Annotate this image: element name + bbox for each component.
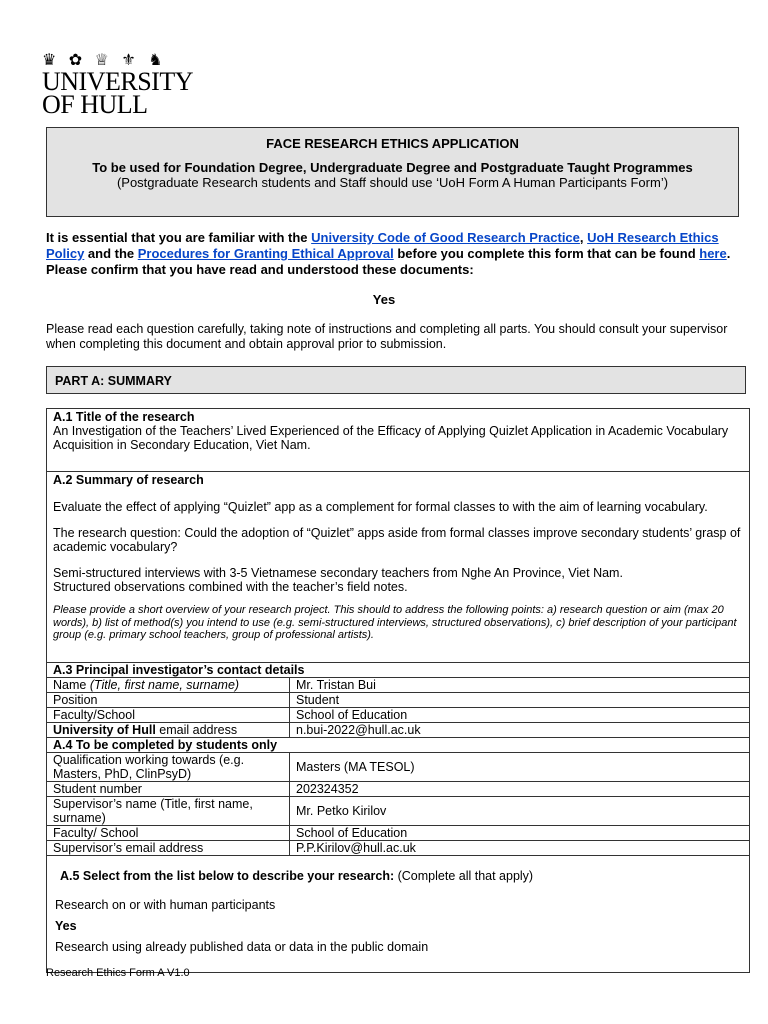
crest-icons: ♛ ✿ ♕ ⚜ ♞	[42, 52, 167, 69]
table-row	[47, 841, 750, 856]
supervisor-name-label: Supervisor’s name (Title, first name, surname)	[47, 797, 290, 826]
table-row	[47, 678, 750, 693]
position-label: Position	[47, 693, 290, 708]
intro-text: and the	[84, 246, 138, 261]
form-subtitle: To be used for Foundation Degree, Undergraduate Degree and Postgraduate Taught Programmes	[92, 160, 693, 175]
form-title: FACE RESEARCH ETHICS APPLICATION	[266, 136, 519, 151]
intro-text: ,	[579, 230, 588, 245]
a5-item-human-participants: Research on or with human participants	[55, 898, 276, 912]
form-header-box	[46, 127, 739, 217]
table-row	[47, 797, 750, 826]
form-note: (Postgraduate Research students and Staff should use ‘UoH Form A Human Participants Form’)	[116, 175, 669, 190]
a5-item-published-data: Research using already published data or data in the public domain	[55, 940, 429, 954]
link-here[interactable]: here	[699, 246, 727, 261]
position-value: Student	[290, 693, 750, 708]
name-value: Mr. Tristan Bui	[290, 678, 750, 693]
a5-item1-answer: Yes	[55, 919, 77, 933]
university-logo	[42, 52, 193, 119]
supervisor-email-label: Supervisor’s email address	[47, 841, 290, 856]
name-label: Name (Title, first name, surname)	[47, 678, 290, 693]
table-row	[47, 753, 750, 782]
a1-label: A.1 Title of the research	[53, 410, 195, 424]
link-ethics-policy[interactable]: UoH Research Ethics Policy	[46, 230, 719, 261]
logo-line1: UNIVERSITY	[42, 67, 193, 96]
logo-line2: OF HULL	[42, 90, 148, 119]
link-procedures[interactable]: Procedures for Granting Ethical Approval	[137, 246, 394, 261]
qualification-value: Masters (MA TESOL)	[290, 753, 750, 782]
instructions-text: Please read each question carefully, taking note of instructions and completing all parts. You should consult your supervisor when completing this document and obtain approval prior to submission.	[46, 322, 728, 351]
a2-aim: Evaluate the effect of applying “Quizlet” app as a complement for formal classes to with the aim of learning vocabulary.	[53, 500, 708, 514]
table-row	[47, 782, 750, 797]
intro-text: . Please confirm that you have read and understood these documents:	[46, 246, 731, 277]
a2-methods-2: Structured observations combined with the teacher’s field notes.	[53, 580, 408, 594]
a2-guidance: Please provide a short overview of your research project. This should to address the following points: a) research question or aim (max 20 words), b) list of method(s) you intend to use (e.g. semi-structured interviews, structured observations), c) brief description of your participant group (e.g. primary school teachers, group of professional artists).	[53, 604, 737, 641]
faculty-label: Faculty/School	[47, 708, 290, 723]
a2-label: A.2 Summary of research	[53, 473, 204, 487]
link-code-of-practice[interactable]: University Code of Good Research Practice	[311, 230, 580, 245]
supervisor-faculty-label: Faculty/ School	[47, 826, 290, 841]
a1-row	[47, 409, 750, 472]
summary-table	[46, 408, 750, 973]
email-value: n.bui-2022@hull.ac.uk	[290, 723, 750, 738]
a1-value: An Investigation of the Teachers’ Lived Experienced of the Efficacy of Applying Quizlet Application in Academic Vocabulary Acquisition in Secondary Education, Viet Nam.	[53, 424, 729, 452]
student-number-label: Student number	[47, 782, 290, 797]
table-row	[47, 826, 750, 841]
student-number-value: 202324352	[290, 782, 750, 797]
a2-row	[47, 472, 750, 663]
a2-research-question: The research question: Could the adoption of “Quizlet” apps aside from formal classes improve secondary students’ grasp of academic vocabulary?	[53, 526, 741, 554]
table-row	[47, 693, 750, 708]
a5-label: A.5 Select from the list below to describe your research: (Complete all that apply)	[60, 869, 534, 883]
page-footer: Research Ethics Form A V1.0	[46, 967, 190, 979]
table-row	[47, 723, 750, 738]
confirmation-answer: Yes	[372, 292, 396, 307]
supervisor-name-value: Mr. Petko Kirilov	[290, 797, 750, 826]
a4-label: A.4 To be completed by students only	[47, 738, 750, 753]
intro-text: before you complete this form that can be found	[393, 246, 700, 261]
faculty-value: School of Education	[290, 708, 750, 723]
qualification-label: Qualification working towards (e.g. Masters, PhD, ClinPsyD)	[47, 753, 290, 782]
part-a-heading: PART A: SUMMARY	[46, 366, 746, 394]
intro-statement	[46, 230, 736, 278]
supervisor-email-value: P.P.Kirilov@hull.ac.uk	[290, 841, 750, 856]
supervisor-faculty-value: School of Education	[290, 826, 750, 841]
table-row	[47, 708, 750, 723]
email-label: University of Hull email address	[47, 723, 290, 738]
intro-text: It is essential that you are familiar with the	[46, 230, 312, 245]
a5-row	[47, 856, 750, 973]
a2-methods-1: Semi-structured interviews with 3-5 Vietnamese secondary teachers from Nghe An Province, Viet Nam.	[53, 566, 623, 580]
a3-label: A.3 Principal investigator’s contact details	[47, 663, 750, 678]
